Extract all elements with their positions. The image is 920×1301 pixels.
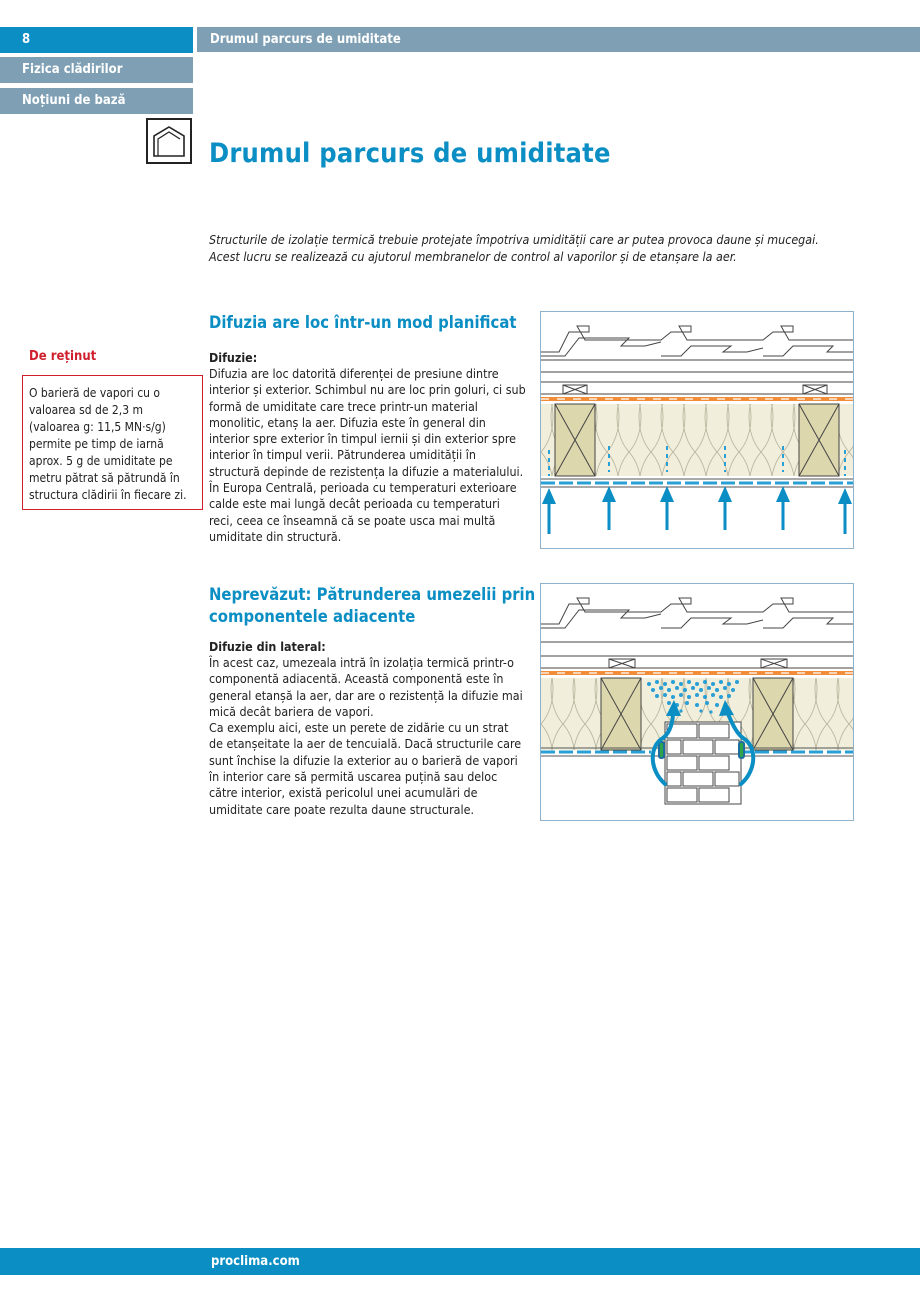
section2-heading-line2: componentele adiacente — [209, 607, 416, 626]
lateral-diffusion-diagram-svg — [541, 584, 853, 820]
section2-subheading: Difuzie din lateral: — [209, 639, 326, 654]
house-outline-icon — [146, 118, 192, 164]
lateral-diffusion-diagram — [540, 583, 854, 821]
section1-text: Difuzia are loc datorită diferenței de presiune dintre interior și exterior. Schimbul nu are loc prin goluri, ci sub formă de umiditate care trece printr-un material monolitic, etanș la aer. Difuzia este în general din interior spre exterior în timpul iernii și din exterior spre interior în timpul verii. Pătrunderea umidității în structură depinde de rezistența la difuzie a materialului. În Europa Centrală, perioada cu temperaturi exterioare calde este mai lungă decât perioada cu temperaturi reci, ceea ce înseamnă că se poate usca mai multă umiditate din structură. — [209, 366, 526, 544]
breadcrumb-tab-1[interactable] — [0, 57, 193, 83]
footer-link[interactable]: proclima.com — [211, 1254, 300, 1269]
breadcrumb-label: Fizica clădirilor — [22, 62, 123, 77]
footer-bar — [0, 1248, 920, 1275]
diffusion-diagram — [540, 311, 854, 549]
header-title: Drumul parcurs de umiditate — [210, 32, 401, 47]
diffusion-diagram-svg — [541, 312, 853, 548]
note-text: O barieră de vapori cu o valoarea sd de 2,3 m (valoarea g: 11,5 MN·s/g) permite pe timp de iarnă aprox. 5 g de umiditate pe metru pătrat să pătrundă în structura clădirii în fiecare zi. — [29, 386, 187, 502]
page-number-tab — [0, 27, 193, 53]
header-bar — [197, 27, 920, 52]
page-title: Drumul parcurs de umiditate — [209, 138, 611, 169]
section2-heading-line1: Neprevăzut: Pătrunderea umezelii prin — [209, 585, 536, 604]
intro-text: Structurile de izolație termică trebuie protejate împotriva umidității care ar putea provoca daune și mucegai. Acest lucru se realizează cu ajutorul membranelor de control al vaporilor și de etanșare la aer. — [209, 232, 819, 264]
section2-paragraph-1: În acest caz, umezeala intră în izolația termică printr-o componentă adiacentă. Această componentă este în general etanșă la aer, dar are o rezistență la difuzie mai mică decât bariera de vapori. — [209, 655, 523, 719]
note-box — [22, 375, 203, 510]
section2-text — [209, 655, 525, 818]
section2-heading — [209, 584, 535, 628]
page-number: 8 — [22, 32, 31, 47]
section2-paragraph-2: Ca exemplu aici, este un perete de zidărie cu un strat de etanșeitate la aer de tencuială. Dacă structurile care sunt închise la difuzie la exterior au o barieră de vapori în interior care să permită uscarea puțină sau deloc către interior, există pericolul unei acumulări de umiditate care poate rezulta daune structurale. — [209, 720, 522, 817]
breadcrumb-label: Noțiuni de bază — [22, 93, 126, 108]
note-title: De reținut — [29, 349, 97, 364]
section1-subheading: Difuzie: — [209, 350, 258, 365]
breadcrumb-tab-2[interactable] — [0, 88, 193, 114]
section1-heading: Difuzia are loc într-un mod planificat — [209, 313, 517, 332]
